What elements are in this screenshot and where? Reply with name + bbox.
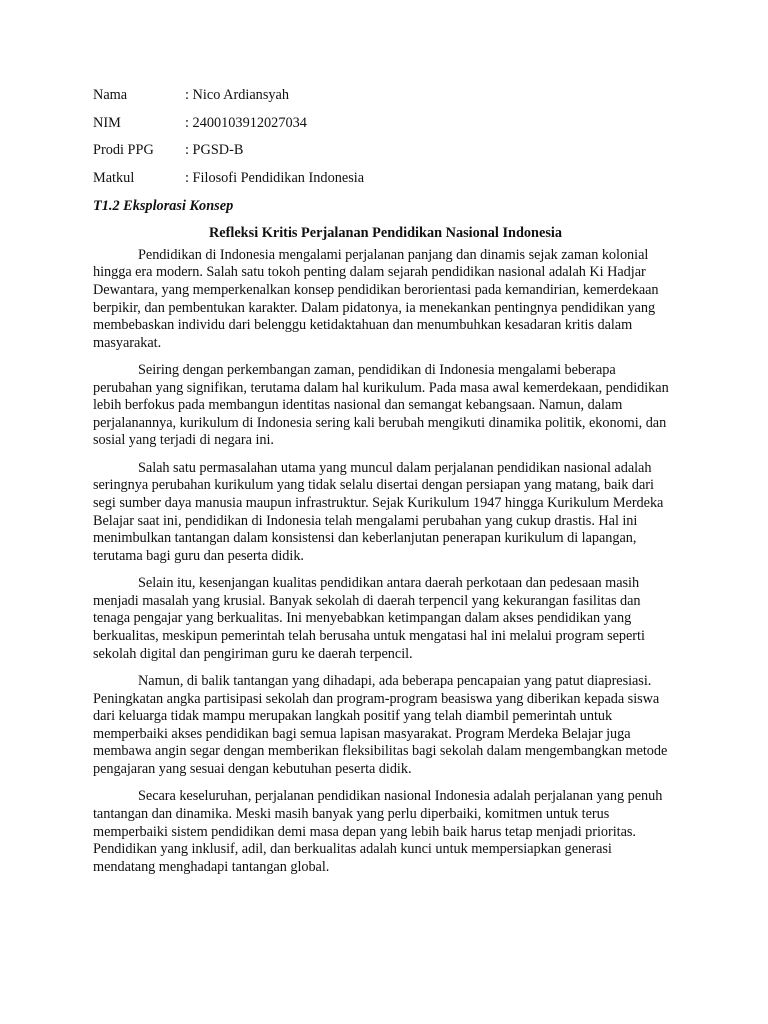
section-label: T1.2 Eksplorasi Konsep xyxy=(93,197,234,214)
info-value-name: : Nico Ardiansyah xyxy=(185,87,290,103)
info-label-matkul: Matkul xyxy=(93,170,135,187)
info-value-prodi: : PGSD-B xyxy=(185,142,244,159)
info-value-nim: : 2400103912027034 xyxy=(185,114,307,131)
body-paragraph-6: Secara keseluruhan, perjalanan pendidikan nasional Indonesia adalah perjalanan yang penuh tantangan dan dinamika. Meski masih banyak yang perlu diperbaiki, komitmen untuk terus memperbaiki sistem pendidikan demi masa depan yang lebih baik harus tetap menjadi prioritas. Pendidikan yang inklusif, adil, dan berkualitas adalah kunci untuk mempersiapkan generasi mendatang menghadapi tantangan global. xyxy=(93,788,663,875)
body-paragraph-2: Seiring dengan perkembangan zaman, pendidikan di Indonesia mengalami beberapa perubahan yang signifikan, terutama dalam hal kurikulum. Pada masa awal kemerdekaan, pendidikan lebih berfokus pada membangun identitas nasional dan semangat kebangsaan. Namun, dalam perjalanannya, kurikulum di Indonesia sering kali berubah mengikuti dinamika politik, ekonomi, dan sosial yang terjadi di negara ini. xyxy=(93,362,669,449)
info-row-matkul xyxy=(93,169,674,187)
info-row-name xyxy=(93,86,674,104)
document-body xyxy=(93,247,674,877)
body-paragraph-3: Salah satu permasalahan utama yang muncul dalam perjalanan pendidikan nasional adalah seringnya perubahan kurikulum yang tidak selalu disertai dengan persiapan yang matang, baik dari segi sumber daya manusia maupun infrastruktur. Sejak Kurikulum 1947 hingga Kurikulum Merdeka Belajar saat ini, pendidikan di Indonesia telah mengalami perubahan yang cukup drastis. Hal ini menimbulkan tantangan dalam konsistensi dan keberlanjutan penerapan kurikulum di lapangan, terutama bagi guru dan peserta didik. xyxy=(93,459,664,564)
body-paragraph-4: Selain itu, kesenjangan kualitas pendidikan antara daerah perkotaan dan pedesaan masih menjadi masalah yang krusial. Banyak sekolah di daerah terpencil yang kekurangan fasilitas dan tenaga pengajar yang berkualitas. Ini menyebabkan ketimpangan dalam akses pendidikan yang berkualitas, meskipun pemerintah telah berusaha untuk mengatasi hal ini melalui program seperti sekolah digital dan pengiriman guru ke daerah terpencil. xyxy=(93,575,645,662)
info-row-nim xyxy=(93,114,674,132)
body-paragraph-5: Namun, di balik tantangan yang dihadapi, ada beberapa pencapaian yang patut diapresiasi. Peningkatan angka partisipasi sekolah dan program-program beasiswa yang diberikan kepada siswa dari keluarga tidak mampu merupakan langkah positif yang telah diambil pemerintah untuk memperbaiki akses pendidikan bagi semua lapisan masyarakat. Program Merdeka Belajar juga membawa angin segar dengan memberikan fleksibilitas bagi sekolah dalam mengembangkan metode pengajaran yang sesuai dengan kebutuhan peserta didik. xyxy=(93,673,668,777)
info-row-prodi xyxy=(93,141,674,159)
student-info-block xyxy=(93,86,674,187)
info-label-nim: NIM xyxy=(93,114,121,131)
info-label-prodi: Prodi PPG xyxy=(93,142,154,159)
body-paragraph-1: Pendidikan di Indonesia mengalami perjalanan panjang dan dinamis sejak zaman kolonial hingga era modern. Salah satu tokoh penting dalam sejarah pendidikan nasional adalah Ki Hadjar Dewantara, yang memperkenalkan konsep pendidikan berorientasi pada kemandirian, kemerdekaan berpikir, dan pembentukan karakter. Dalam pidatonya, ia menekankan pentingnya pendidikan yang membebaskan individu dari belenggu ketidaktahuan dan menumbuhkan kesadaran kritis dalam masyarakat. xyxy=(93,246,659,351)
document-title: Refleksi Kritis Perjalanan Pendidikan Nasional Indonesia xyxy=(208,224,563,241)
info-value-matkul: : Filosofi Pendidikan Indonesia xyxy=(185,170,365,187)
info-label-name: Nama xyxy=(93,87,128,103)
